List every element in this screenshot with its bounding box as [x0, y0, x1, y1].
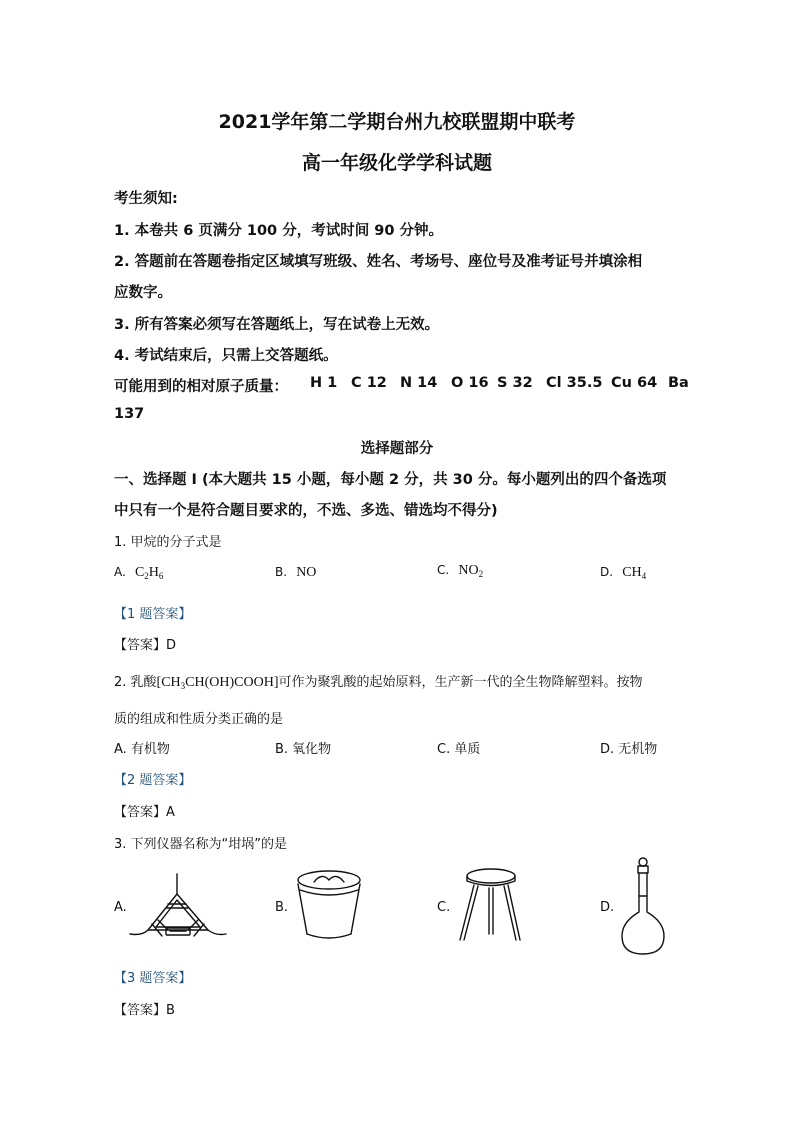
exam-title: 2021学年第二学期台州九校联盟期中联考 — [218, 111, 576, 133]
q3-option-c-letter: C. — [437, 900, 451, 915]
q3-option-a-letter: A. — [114, 900, 127, 915]
question-1-stem: 1. 甲烷的分子式是 — [114, 535, 222, 550]
q2-option-a: A. 有机物 — [114, 742, 170, 757]
atomic-mass-label: 可能用到的相对原子质量： — [114, 379, 288, 395]
q1-answer: 【答案】D — [114, 638, 177, 653]
q1-option-c: C. $NO_2$ — [437, 563, 484, 579]
section-intro: 中只有一个是符合题目要求的，不选、多选、错选均不得分) — [114, 503, 498, 519]
section-intro: 一、选择题 I (本大题共 15 小题，每小题 2 分，共 30 分。每小题列出的四个备选项 — [114, 472, 667, 488]
atomic-mass: S 32 — [497, 375, 533, 391]
q3-answer: 【答案】B — [114, 1003, 175, 1018]
notice-item: 3. 所有答案必须写在答题纸上，写在试卷上无效。 — [114, 317, 440, 333]
atomic-mass-wrap: 137 — [114, 406, 145, 422]
notice-item: 1. 本卷共 6 页满分 100 分，考试时间 90 分钟。 — [114, 223, 443, 239]
atomic-mass: C 12 — [351, 375, 387, 391]
atomic-mass: Cl 35.5 — [546, 375, 603, 391]
q1-option-a: A. $C_2H_6$ — [114, 565, 164, 581]
q3-option-b-letter: B. — [275, 900, 289, 915]
volumetric-flask-icon — [618, 856, 668, 960]
q2-option-c: C. 单质 — [437, 742, 481, 757]
q2-option-d: D. 无机物 — [600, 742, 658, 757]
atomic-mass: N 14 — [400, 375, 438, 391]
q2-answer-link[interactable]: 【2 题答案】 — [114, 773, 192, 788]
q2-answer: 【答案】A — [114, 805, 175, 820]
q2-option-b: B. 氧化物 — [275, 742, 332, 757]
section-title: 选择题部分 — [360, 441, 434, 457]
q1-option-b: B. NO — [275, 565, 317, 580]
q3-option-d-letter: D. — [600, 900, 615, 915]
tripod-icon — [456, 866, 526, 944]
notice-heading: 考生须知: — [114, 191, 178, 207]
exam-subtitle: 高一年级化学学科试题 — [301, 152, 492, 174]
notice-item: 2. 答题前在答题卷指定区域填写班级、姓名、考场号、座位号及准考证号并填涂相 — [114, 254, 643, 270]
q1-answer-link[interactable]: 【1 题答案】 — [114, 607, 192, 622]
question-2-stem: 2. 乳酸$[CH_3CH(OH)COOH]$可作为聚乳酸的起始原料，生产新一代的全生物降解塑料。按物 — [114, 675, 643, 691]
question-3-stem: 3. 下列仪器名称为“坩埚”的是 — [114, 837, 288, 852]
crucible-icon — [294, 868, 364, 944]
question-2-stem-line2: 质的组成和性质分类正确的是 — [114, 712, 284, 727]
atomic-mass: H 1 — [310, 375, 338, 391]
atomic-mass: Ba — [668, 375, 689, 391]
atomic-mass: Cu 64 — [611, 375, 658, 391]
atomic-mass: O 16 — [451, 375, 489, 391]
clay-triangle-icon — [128, 872, 228, 944]
q3-answer-link[interactable]: 【3 题答案】 — [114, 971, 192, 986]
q1-option-d: D. $CH_4$ — [600, 565, 647, 581]
notice-item: 应数字。 — [114, 285, 172, 301]
notice-item: 4. 考试结束后，只需上交答题纸。 — [114, 348, 338, 364]
